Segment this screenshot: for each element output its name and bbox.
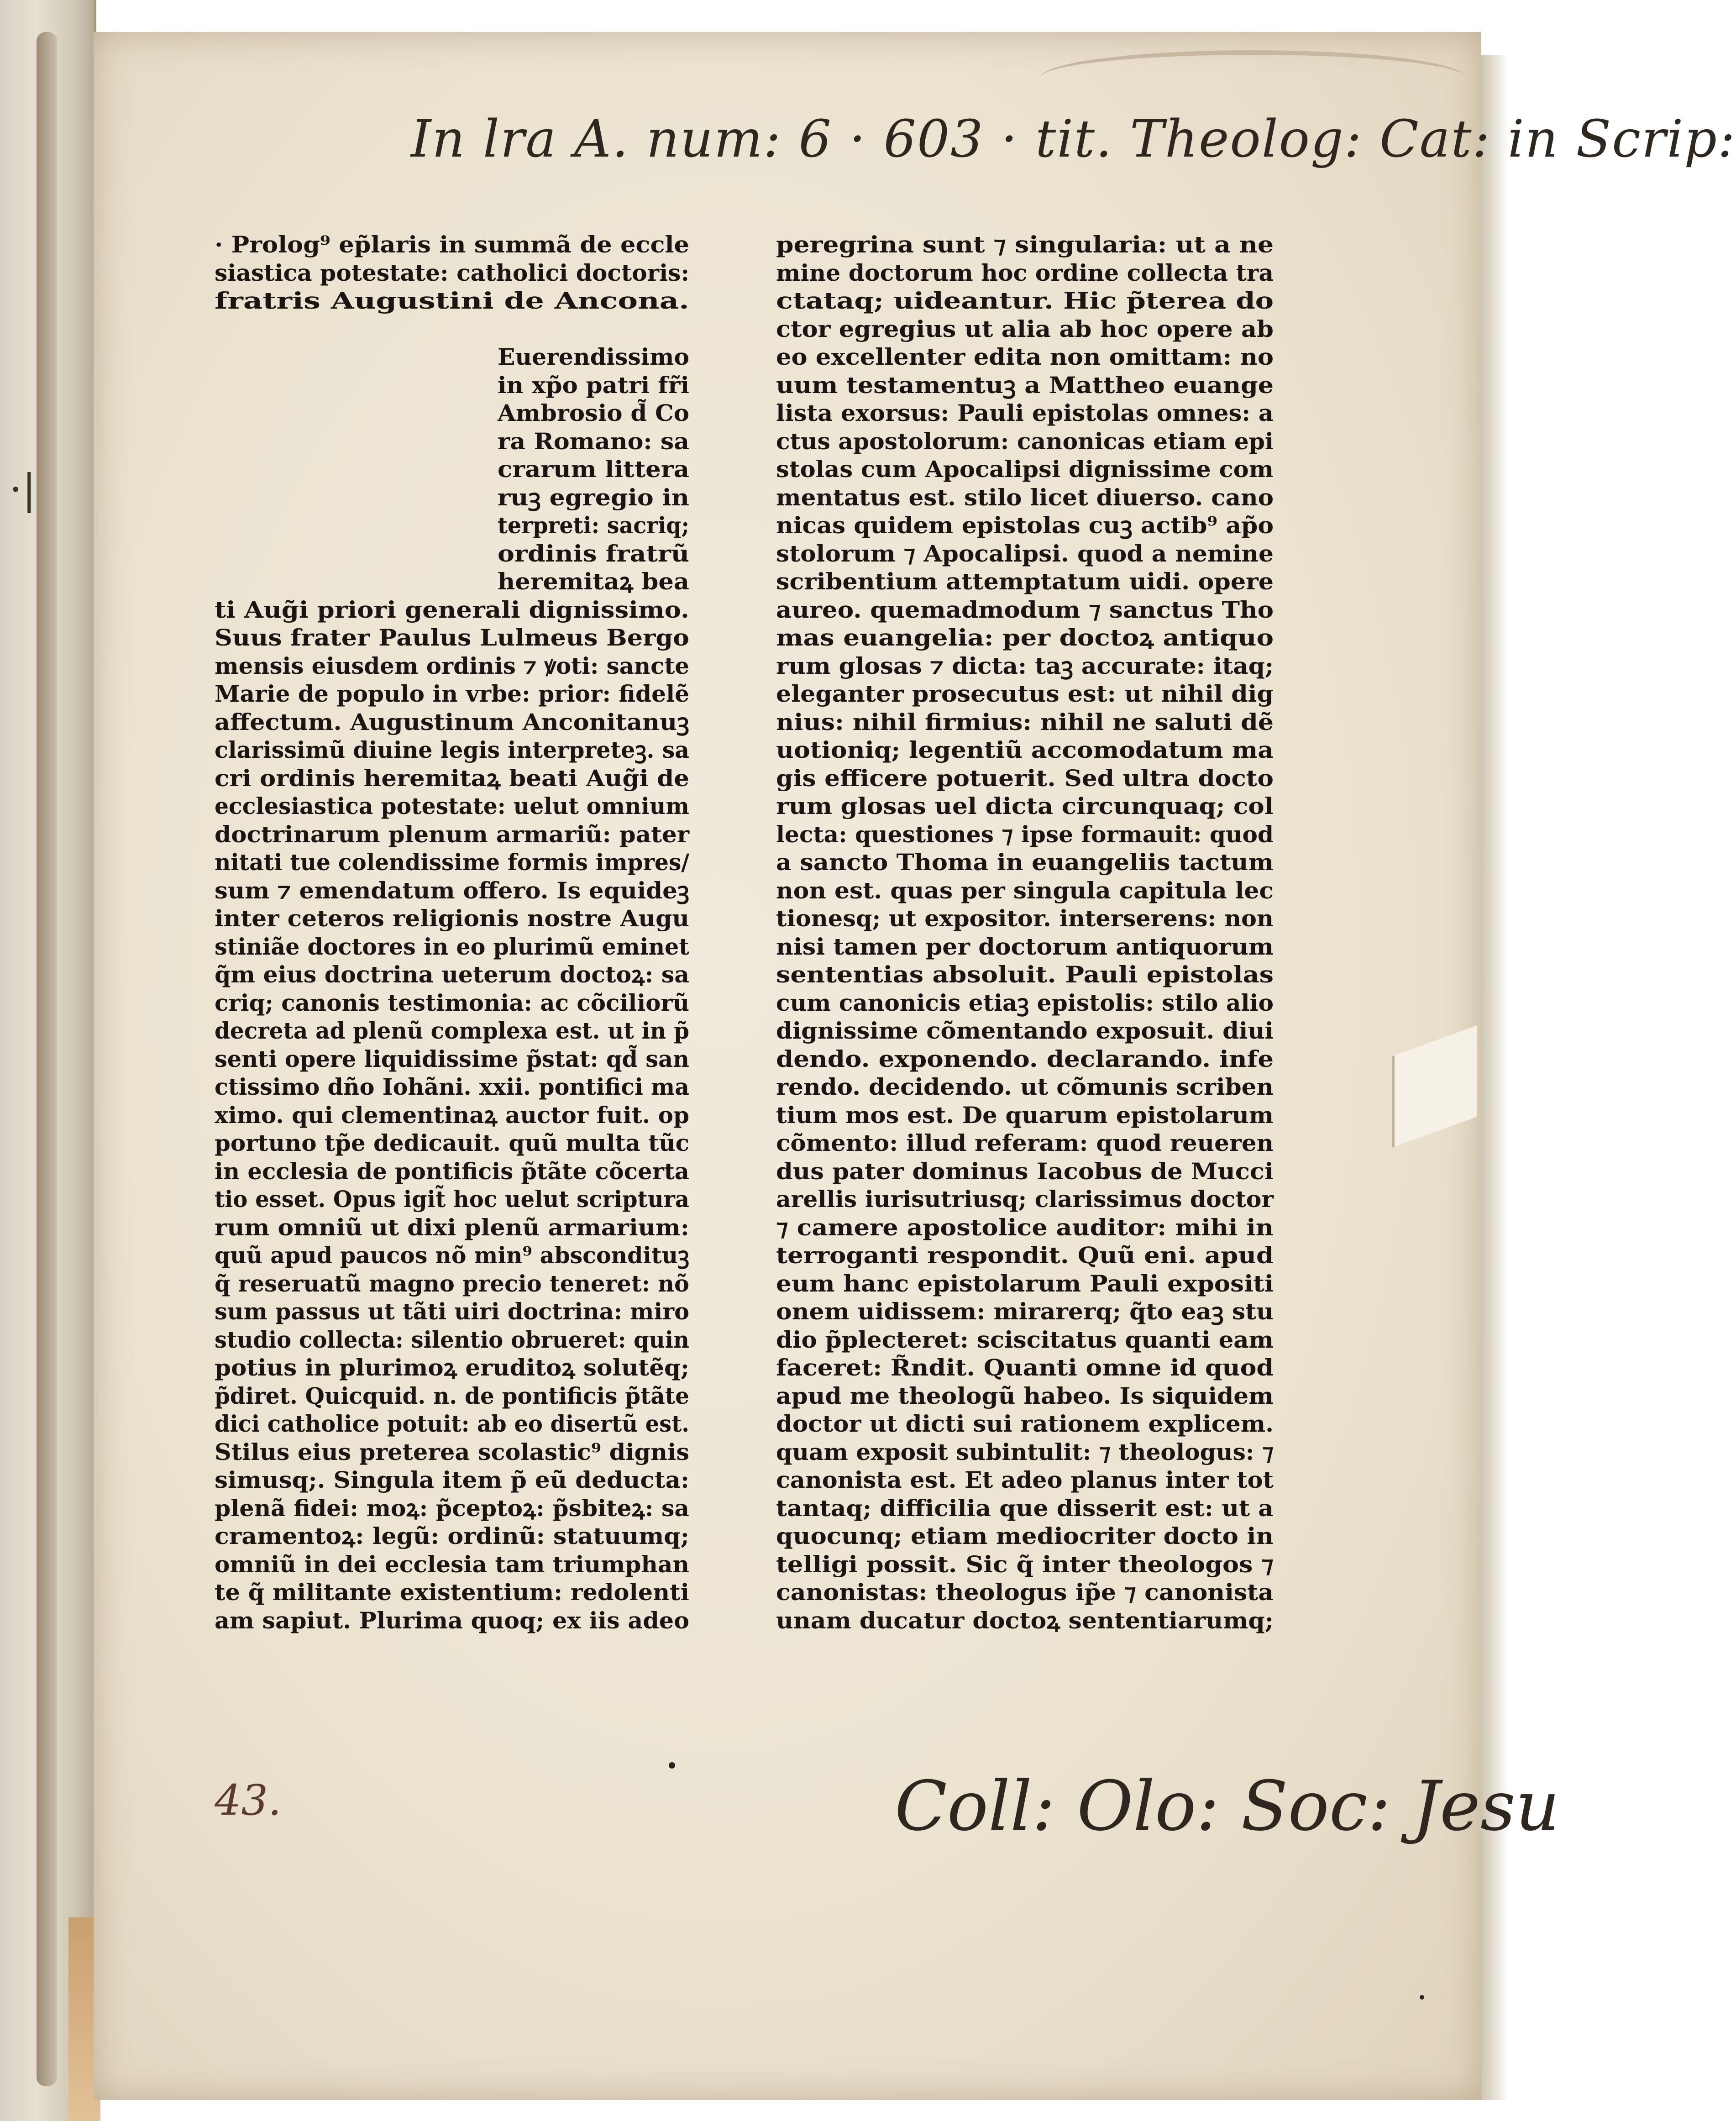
text-line: arellis iurisutriusq; clarissimus doctor xyxy=(776,1186,1274,1213)
page-repair-mark xyxy=(1041,50,1465,105)
text-line: potius in plurimoꝝ eruditoꝝ solutẽq; xyxy=(215,1354,689,1381)
text-line: rum glosas uel dicta circunquaq; col xyxy=(776,793,1274,819)
text-line: scribentium attemptatum uidi. opere xyxy=(776,568,1274,595)
text-line: quocunq; etiam mediocriter docto in xyxy=(776,1522,1274,1549)
text-line: cõmento: illud referam: quod reueren xyxy=(776,1129,1274,1156)
text-line: stolorum ⁊ Apocalipsi. quod a nemine xyxy=(776,540,1274,567)
text-line: uum testamentuꝫ a Mattheo euange xyxy=(776,371,1274,399)
text-line: inter ceteros religionis nostre Augu xyxy=(215,905,689,932)
text-line: cramentoꝝ: legũ: ordinũ: statuumq; xyxy=(215,1522,689,1549)
text-line: eum hanc epistolarum Pauli expositi xyxy=(776,1270,1274,1297)
text-line: doctrinarum plenum armariũ: pater xyxy=(215,820,689,848)
text-line: mentatus est. stilo licet diuerso. cano xyxy=(776,483,1274,511)
text-line: p̃diret. Quicquid. n. de pontificis p̃tãte xyxy=(215,1382,689,1409)
text-line: nicas quidem epistolas cuꝫ actib⁹ ap̃o xyxy=(776,512,1274,539)
text-line: gis efficere potuerit. Sed ultra docto xyxy=(776,764,1274,792)
text-line: q̃m eius doctrina ueterum doctoꝝ: sa xyxy=(215,961,689,988)
text-line: unam ducatur doctoꝝ sententiarumq; xyxy=(776,1606,1274,1634)
text-line: eo excellenter edita non omittam: no xyxy=(776,343,1274,370)
text-line: stolas cum Apocalipsi dignissime com xyxy=(776,456,1274,483)
text-line: canonistas: theologus ip̃e ⁊ canonista xyxy=(776,1579,1274,1606)
text-line: terroganti respondit. Quũ eni. apud xyxy=(776,1242,1274,1269)
text-line: aureo. quemadmodum ⁊ sanctus Tho xyxy=(776,596,1274,623)
text-line: apud me theologũ habeo. Is siquidem xyxy=(776,1382,1274,1409)
text-line: senti opere liquidissime p̃stat: qd̃ san xyxy=(215,1045,689,1072)
text-line: lecta: questiones ⁊ ipse formauit: quod xyxy=(776,820,1274,848)
text-line: Marie de populo in vrbe: prior: fidelẽ xyxy=(215,680,689,707)
text-line: Euerendissimo xyxy=(498,343,689,370)
text-line: tantaq; difficilia que disserit est: ut a xyxy=(776,1494,1274,1522)
text-line: stiniãe doctores in eo plurimũ eminet xyxy=(215,933,689,960)
text-line: dignissime cõmentando exposuit. diui xyxy=(776,1017,1274,1044)
text-line: mine doctorum hoc ordine collecta tra xyxy=(776,259,1274,286)
text-line: plenã fidei: moꝝ: p̃ceptoꝝ: p̃sbiteꝝ: sa xyxy=(215,1494,689,1522)
handwritten-folio-number: 43. xyxy=(215,1776,282,1825)
text-line: lista exorsus: Pauli epistolas omnes: a xyxy=(776,399,1274,426)
text-line: telligi possit. Sic q̃ inter theologos ⁊ xyxy=(776,1550,1274,1578)
text-line: affectum. Augustinum Anconitanuꝫ xyxy=(215,708,689,735)
text-line: nitati tue colendissime formis impres/ xyxy=(215,849,689,876)
text-line: mas euangelia: per doctoꝝ antiquo xyxy=(776,624,1274,651)
text-line: clarissimũ diuine legis interpreteꝫ. sa xyxy=(215,736,689,763)
text-line xyxy=(215,315,710,343)
margin-mark: ·| xyxy=(9,466,36,514)
text-line: ctus apostolorum: canonicas etiam epi xyxy=(776,427,1274,455)
text-line: eleganter prosecutus est: ut nihil dig xyxy=(776,680,1274,707)
text-line: quam exposit subintulit: ⁊ theologus: ⁊ xyxy=(776,1438,1274,1465)
text-line: fratris Augustini de Ancona. xyxy=(215,287,689,314)
text-line: uotioniq; legentiũ accomodatum ma xyxy=(776,736,1274,763)
text-line: doctor ut dicti sui rationem explicem. xyxy=(776,1410,1274,1437)
text-line: ctissimo dño Iohãni. xxii. pontifici ma xyxy=(215,1073,689,1100)
text-line: ⁊ camere apostolice auditor: mihi in xyxy=(776,1213,1274,1241)
text-line: a sancto Thoma in euangeliis tactum xyxy=(776,849,1274,876)
text-line: dus pater dominus Iacobus de Mucci xyxy=(776,1157,1274,1185)
text-line: decreta ad plenũ complexa est. ut in p̃ xyxy=(215,1017,689,1044)
text-line: rendo. decidendo. ut cõmunis scriben xyxy=(776,1073,1274,1100)
text-line: siastica potestate: catholici doctoris: xyxy=(215,259,689,286)
text-line: faceret: R̃ndit. Quanti omne id quod xyxy=(776,1354,1274,1381)
text-line: dendo. exponendo. declarando. infe xyxy=(776,1045,1274,1072)
text-line: mensis eiusdem ordinis ⁊ ꝟoti: sancte xyxy=(215,652,689,679)
text-line: tium mos est. De quarum epistolarum xyxy=(776,1101,1274,1129)
text-line: peregrina sunt ⁊ singularia: ut a ne xyxy=(776,231,1274,258)
text-line: in xp̃o patri fr̃i xyxy=(498,371,689,399)
text-line: omniũ in dei ecclesia tam triumphan xyxy=(215,1550,689,1578)
text-line: · Prolog⁹ ep̃laris in summã de eccle xyxy=(215,231,689,258)
binding-shadow xyxy=(37,32,57,2086)
text-line: ctataq; uideantur. Hic p̃terea do xyxy=(776,287,1274,314)
text-line: canonista est. Et adeo planus inter tot xyxy=(776,1466,1274,1493)
ink-speck xyxy=(1420,1995,1424,2000)
text-line: ximo. qui clementinaꝝ auctor fuit. op xyxy=(215,1101,689,1129)
text-line: dio p̃plecteret: sciscitatus quanti eam xyxy=(776,1326,1274,1353)
text-line: ecclesiastica potestate: uelut omnium xyxy=(215,793,689,819)
text-line: ctor egregius ut alia ab hoc opere ab xyxy=(776,315,1274,342)
text-line: nius: nihil firmius: nihil ne saluti dẽ xyxy=(776,708,1274,735)
text-line: ruꝫ egregio in xyxy=(498,483,689,511)
text-line: ordinis fratrũ xyxy=(498,540,689,567)
text-line: non est. quas per singula capitula lec xyxy=(776,877,1274,904)
text-line: ti Aug̃i priori generali dignissimo. xyxy=(215,596,689,623)
handwritten-shelfmark: In lra A. num: 6 · 603 · tit. Theolog: Cat: in Scrip: xyxy=(411,110,1736,169)
text-line: cum canonicis etiaꝫ epistolis: stilo alio xyxy=(776,989,1274,1016)
text-line: in ecclesia de pontificis p̃tãte cõcerta xyxy=(215,1157,689,1185)
text-line: Suus frater Paulus Lulmeus Bergo xyxy=(215,624,689,651)
text-line: terpreti: sacriq; xyxy=(498,512,689,539)
text-line: portuno tp̃e dedicauit. quũ multa tũc xyxy=(215,1129,689,1156)
text-line: sententias absoluit. Pauli epistolas xyxy=(776,961,1274,988)
left-text-column xyxy=(215,231,710,1634)
text-line: sum passus ut tãti uiri doctrina: miro xyxy=(215,1298,689,1325)
text-line: tionesq; ut expositor. interserens: non xyxy=(776,905,1274,932)
text-line: sum ⁊ emendatum offero. Is equideꝫ xyxy=(215,877,689,904)
text-line: tio esset. Opus igit̃ hoc uelut scriptura xyxy=(215,1186,689,1213)
text-line: dici catholice potuit: ab eo disertũ est. xyxy=(215,1410,689,1437)
text-line: ra Romano: sa xyxy=(498,427,689,455)
text-line: te q̃ militante existentium: redolenti xyxy=(215,1579,689,1606)
text-line: heremitaꝝ bea xyxy=(498,568,689,595)
ink-speck xyxy=(669,1762,675,1769)
handwritten-ownership-inscription: Coll: Olo: Soc: Jesu xyxy=(895,1767,1560,1846)
text-line: onem uidissem: mirarerq; q̃to eaꝫ stu xyxy=(776,1298,1274,1325)
text-line: Ambrosio d̃ Co xyxy=(498,399,689,426)
text-line: simusq;. Singula item p̃ eũ deducta: xyxy=(215,1466,689,1493)
text-line: criq; canonis testimonia: ac cõciliorũ xyxy=(215,989,689,1016)
text-line: crarum littera xyxy=(498,456,689,483)
text-line: studio collecta: silentio obrueret: quin xyxy=(215,1326,689,1353)
text-line: quũ apud paucos nõ min⁹ abscondituꝫ xyxy=(215,1242,689,1269)
text-line: rum glosas ⁊ dicta: taꝫ accurate: itaq; xyxy=(776,652,1274,679)
right-text-column xyxy=(776,231,1272,1634)
text-line: am sapiut. Plurima quoq; ex iis adeo xyxy=(215,1606,689,1634)
text-line: q̃ reseruatũ magno precio teneret: nõ xyxy=(215,1270,689,1297)
text-line: Stilus eius preterea scolastic⁹ dignis xyxy=(215,1438,689,1465)
text-line: rum omniũ ut dixi plenũ armarium: xyxy=(215,1213,689,1241)
text-line: nisi tamen per doctorum antiquorum xyxy=(776,933,1274,960)
text-line: cri ordinis heremitaꝝ beati Aug̃i de xyxy=(215,764,689,792)
